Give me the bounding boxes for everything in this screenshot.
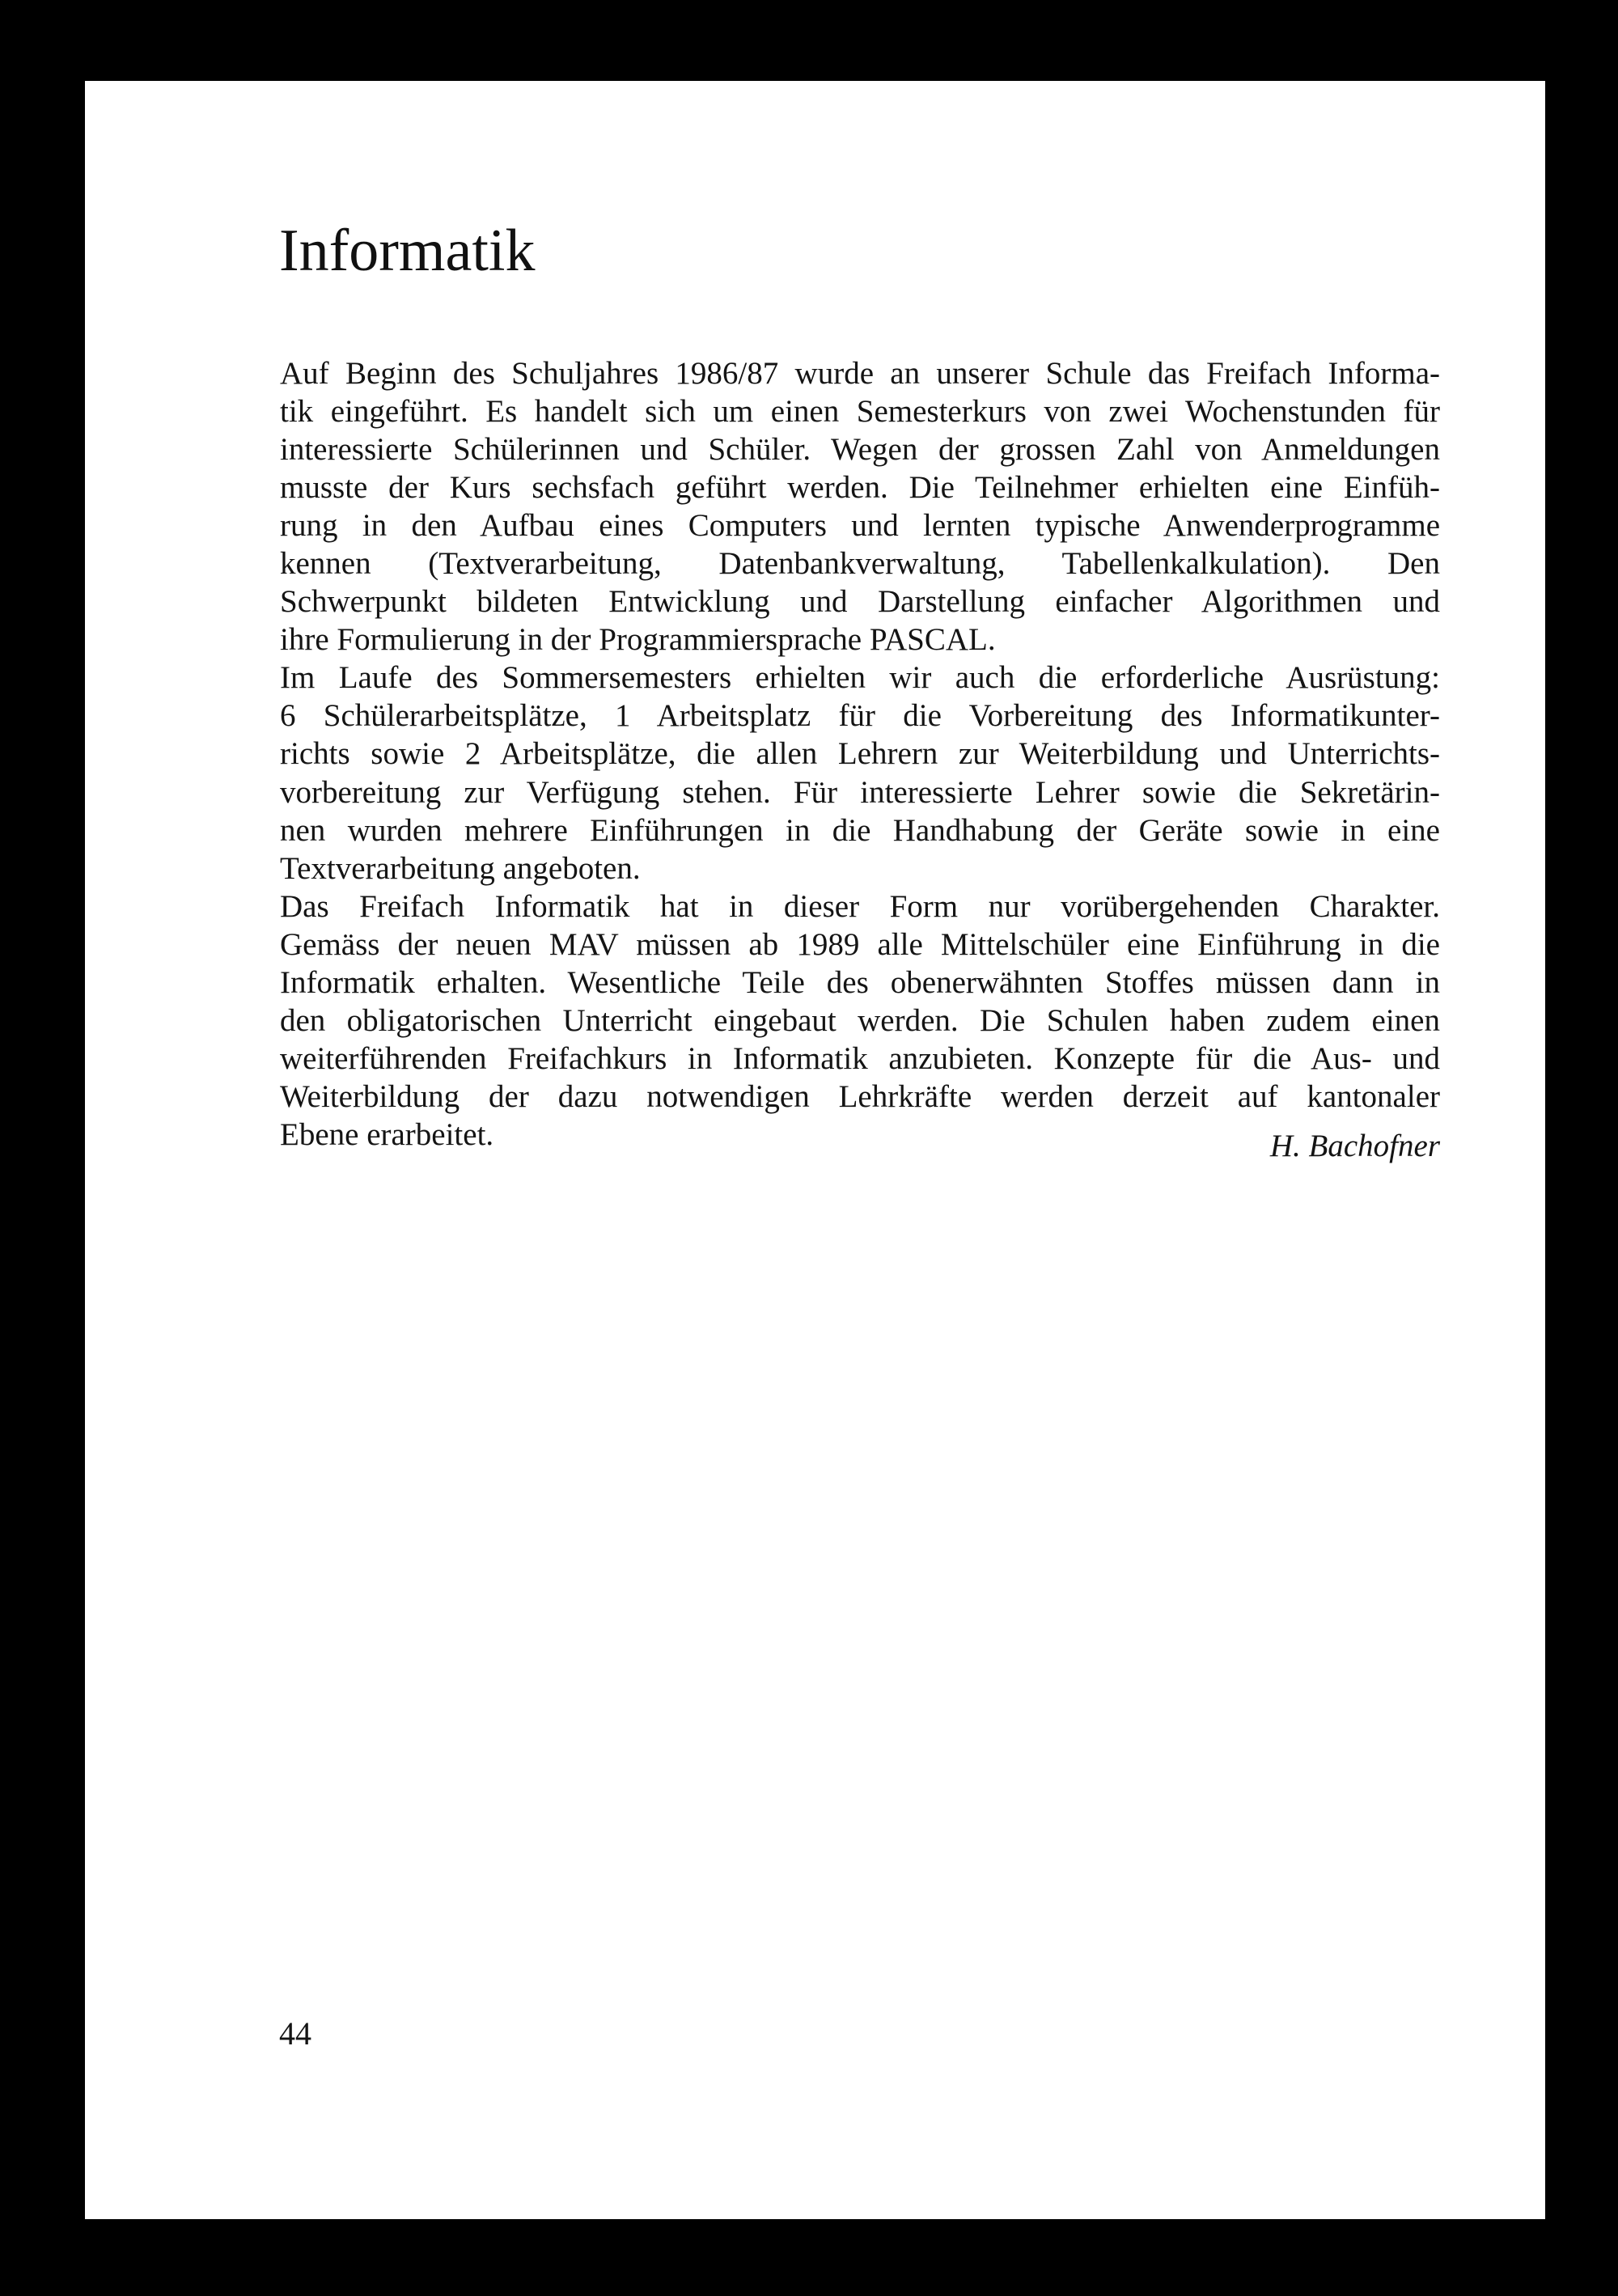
text-line: Ebene erarbeitet. bbox=[280, 1116, 494, 1152]
text-line: interessierte Schülerinnen und Schüler. Wegen der grossen Zahl von Anmeldungen bbox=[280, 432, 1440, 468]
text-line: richts sowie 2 Arbeitsplätze, die allen Lehrern zur Weiterbildung und Unterrichts- bbox=[280, 736, 1440, 772]
closing-row bbox=[280, 1116, 1440, 1163]
text-line: vorbereitung zur Verfügung stehen. Für interessierte Lehrer sowie die Sekretärin- bbox=[280, 774, 1440, 810]
article-body bbox=[280, 354, 1440, 1163]
text-line: ihre Formulierung in der Programmiersprache PASCAL. bbox=[280, 622, 996, 658]
document-page bbox=[85, 81, 1545, 2219]
text-line: musste der Kurs sechsfach geführt werden. Die Teilnehmer erhielten eine Einfüh- bbox=[280, 470, 1440, 506]
text-line: den obligatorischen Unterricht eingebaut werden. Die Schulen haben zudem einen bbox=[280, 1002, 1440, 1038]
text-line: nen wurden mehrere Einführungen in die Handhabung der Geräte sowie in eine bbox=[280, 812, 1440, 848]
text-line: 6 Schülerarbeitsplätze, 1 Arbeitsplatz für die Vorbereitung des Informatikunter- bbox=[280, 698, 1440, 734]
page-title: Informatik bbox=[279, 218, 536, 284]
text-line: Informatik erhalten. Wesentliche Teile des obenerwähnten Stoffes müssen dann in bbox=[280, 964, 1440, 1000]
text-line: weiterführenden Freifachkurs in Informatik anzubieten. Konzepte für die Aus- und bbox=[280, 1040, 1440, 1076]
text-line: Gemäss der neuen MAV müssen ab 1989 alle Mittelschüler eine Einführung in die bbox=[280, 926, 1440, 962]
text-line: Das Freifach Informatik hat in dieser Form nur vorübergehenden Charakter. bbox=[280, 888, 1440, 924]
author-signature: H. Bachofner bbox=[1269, 1128, 1440, 1163]
text-line: kennen (Textverarbeitung, Datenbankverwaltung, Tabellenkalkulation). Den bbox=[280, 546, 1440, 582]
text-line: rung in den Aufbau eines Computers und lernten typische Anwenderprogramme bbox=[280, 508, 1440, 544]
text-line: Im Laufe des Sommersemesters erhielten wir auch die erforderliche Ausrüstung: bbox=[280, 660, 1440, 696]
page-number: 44 bbox=[279, 2015, 311, 2052]
text-line: Weiterbildung der dazu notwendigen Lehrkräfte werden derzeit auf kantonaler bbox=[280, 1078, 1440, 1114]
text-line: Schwerpunkt bildeten Entwicklung und Darstellung einfacher Algorithmen und bbox=[280, 584, 1440, 620]
text-line: Auf Beginn des Schuljahres 1986/87 wurde an unserer Schule das Freifach Informa- bbox=[280, 356, 1440, 391]
text-line: tik eingeführt. Es handelt sich um einen Semesterkurs von zwei Wochenstunden für bbox=[280, 394, 1440, 430]
text-line: Textverarbeitung angeboten. bbox=[280, 850, 641, 886]
